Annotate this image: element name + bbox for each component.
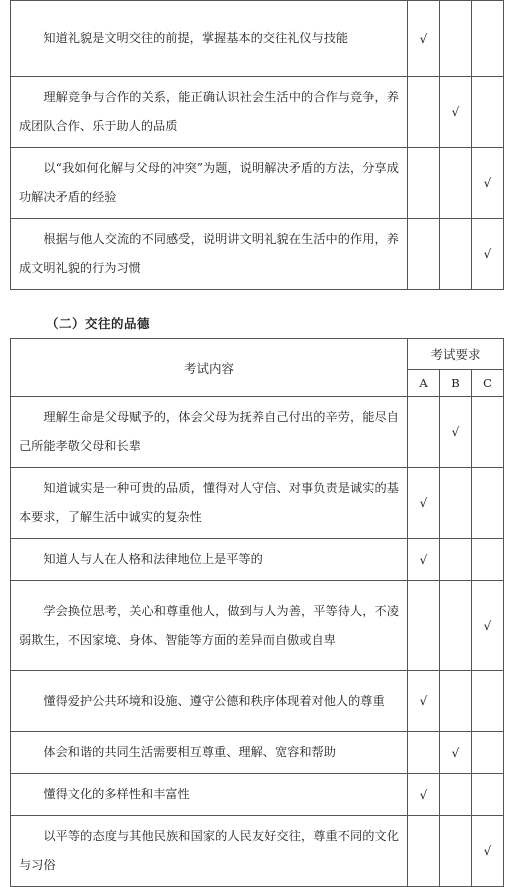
table-row [11,581,504,671]
level-c-cell [472,671,504,732]
level-c-cell [472,468,504,539]
section-title: （二）交往的品德 [46,316,151,331]
level-b-cell [440,671,472,732]
content-cell: 学会换位思考，关心和尊重他人，做到与人为善，平等待人，不凌弱欺生，不因家境、身体、智能等方面的差异而自傲或自卑 [11,581,408,671]
table-row [11,148,504,219]
level-a-cell: √ [408,468,440,539]
table-row [11,397,504,468]
level-c-cell: √ [472,219,504,290]
header-level-b: B [440,370,472,397]
header-level-a: A [408,370,440,397]
level-a-cell [408,732,440,774]
level-a-cell: √ [408,1,440,77]
requirements-table-2 [10,338,504,887]
level-a-cell [408,397,440,468]
level-b-cell [440,219,472,290]
content-cell: 懂得文化的多样性和丰富性 [11,774,408,816]
level-c-cell [472,77,504,148]
level-c-cell: √ [472,148,504,219]
level-c-cell [472,774,504,816]
level-a-cell [408,581,440,671]
level-a-cell: √ [408,539,440,581]
content-cell: 理解竞争与合作的关系，能正确认识社会生活中的合作与竞争，养成团队合作、乐于助人的品质 [11,77,408,148]
level-a-cell: √ [408,774,440,816]
level-a-cell [408,816,440,887]
level-c-cell [472,732,504,774]
level-b-cell [440,539,472,581]
header-row [11,339,504,370]
table-row [11,671,504,732]
level-c-cell [472,397,504,468]
level-c-cell: √ [472,816,504,887]
content-cell: 体会和谐的共同生活需要相互尊重、理解、宽容和帮助 [11,732,408,774]
content-cell: 根据与他人交流的不同感受，说明讲文明礼貌在生活中的作用，养成文明礼貌的行为习惯 [11,219,408,290]
header-requirement: 考试要求 [408,339,504,370]
requirements-table-1 [10,0,504,290]
content-cell: 知道诚实是一种可贵的品质，懂得对人守信、对事负责是诚实的基本要求，了解生活中诚实的复杂性 [11,468,408,539]
level-a-cell: √ [408,671,440,732]
content-cell: 以平等的态度与其他民族和国家的人民友好交往，尊重不同的文化与习俗 [11,816,408,887]
table-row [11,732,504,774]
content-cell: 知道礼貌是文明交往的前提，掌握基本的交往礼仪与技能 [11,1,408,77]
table-row [11,1,504,77]
level-b-cell [440,468,472,539]
table-row [11,774,504,816]
level-b-cell [440,816,472,887]
level-c-cell [472,539,504,581]
table-row [11,219,504,290]
table-row [11,539,504,581]
level-b-cell [440,581,472,671]
level-c-cell [472,1,504,77]
header-level-c: C [472,370,504,397]
table-row [11,816,504,887]
level-a-cell [408,219,440,290]
level-b-cell: √ [440,732,472,774]
level-b-cell: √ [440,397,472,468]
level-b-cell [440,774,472,816]
content-cell: 以“我如何化解与父母的冲突”为题，说明解决矛盾的方法，分享成功解决矛盾的经验 [11,148,408,219]
level-c-cell: √ [472,581,504,671]
content-cell: 理解生命是父母赋予的，体会父母为抚养自己付出的辛劳，能尽自己所能孝敬父母和长辈 [11,397,408,468]
table-row [11,77,504,148]
level-a-cell [408,77,440,148]
level-b-cell: √ [440,77,472,148]
header-content: 考试内容 [11,339,408,397]
level-b-cell [440,148,472,219]
content-cell: 懂得爱护公共环境和设施、遵守公德和秩序体现着对他人的尊重 [11,671,408,732]
level-a-cell [408,148,440,219]
content-cell: 知道人与人在人格和法律地位上是平等的 [11,539,408,581]
table-row [11,468,504,539]
level-b-cell [440,1,472,77]
